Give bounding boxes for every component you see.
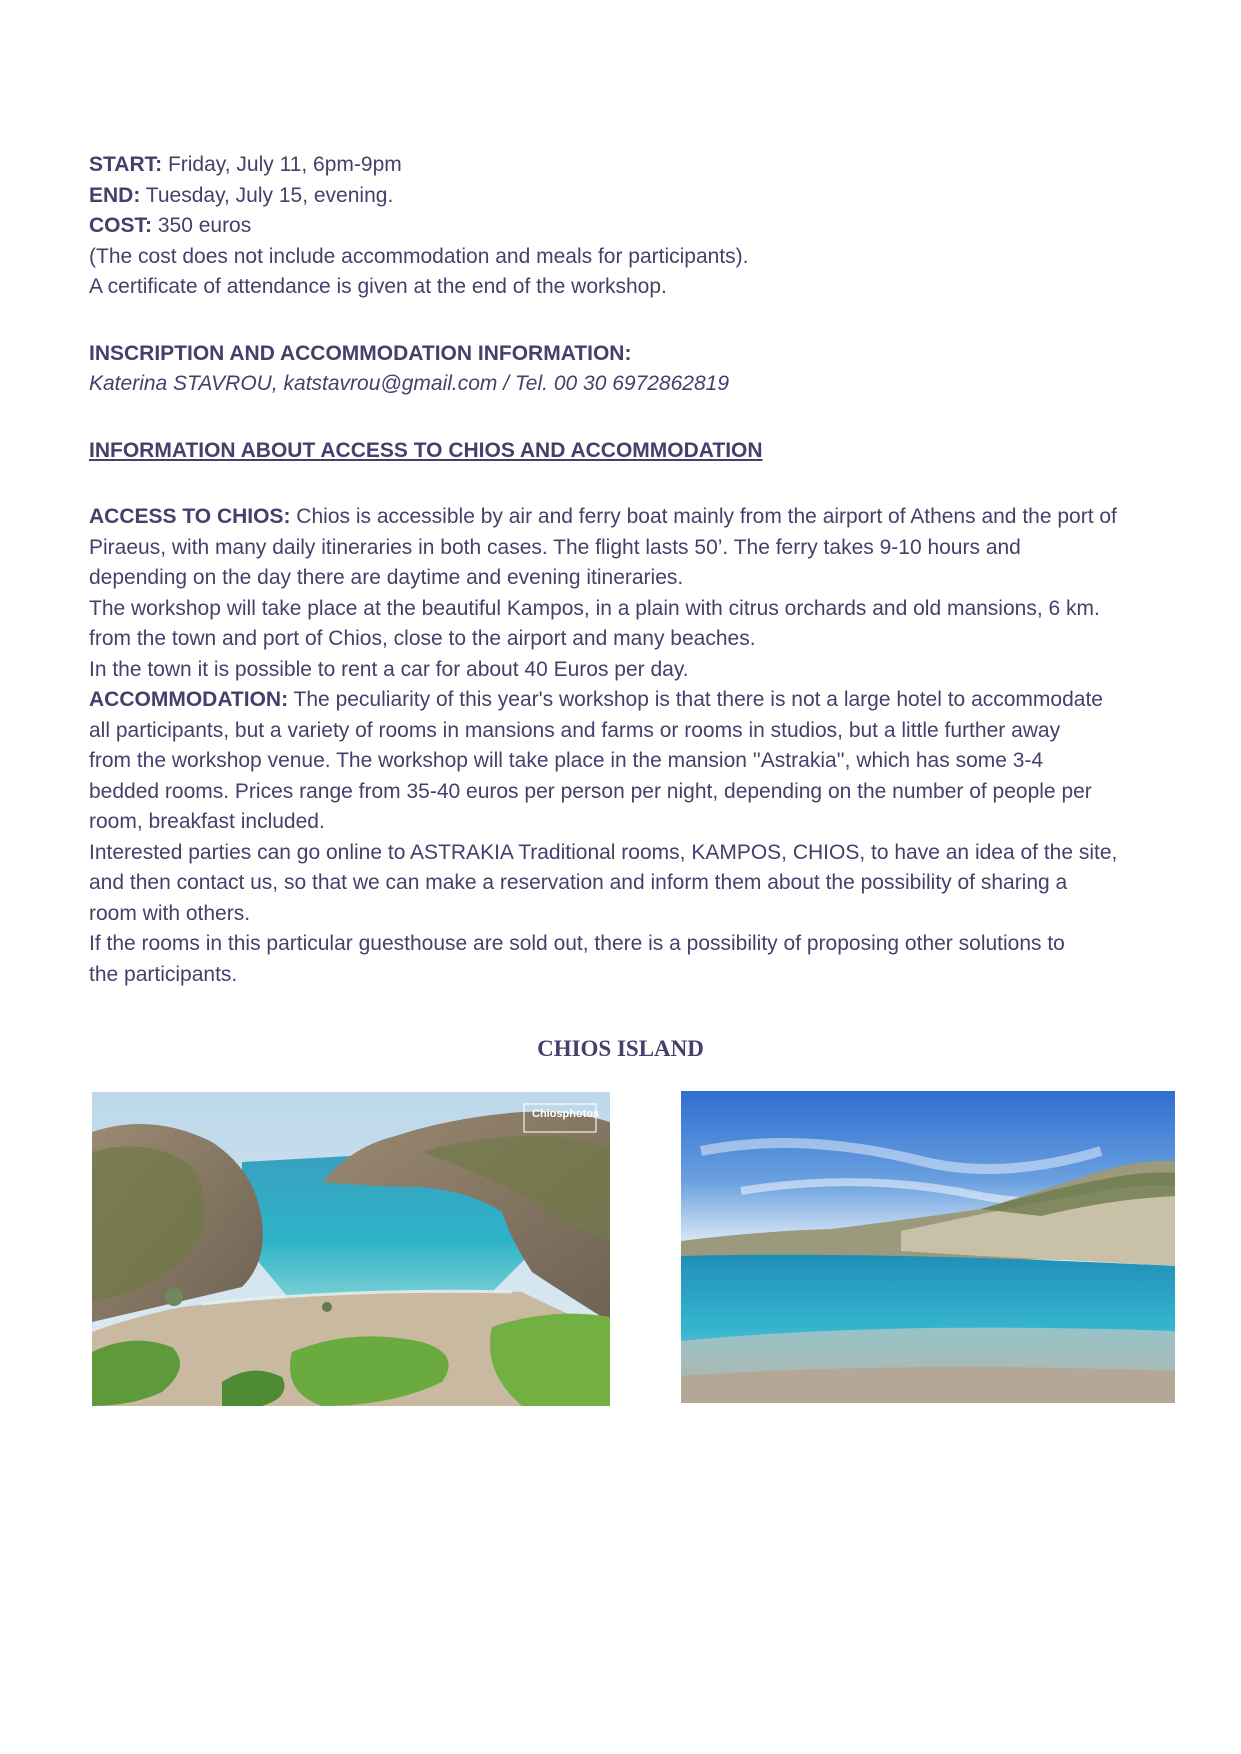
accommodation-line-6: and then contact us, so that we can make a reservation and inform them about the possibility of sharing a xyxy=(89,871,1068,894)
beach-illustration xyxy=(681,1091,1175,1403)
end-label: END: xyxy=(89,183,141,207)
start-label: START: xyxy=(89,153,163,176)
watermark-label: Chiosphotos xyxy=(532,1108,600,1120)
accommodation-line-3: bedded rooms. Prices range from 35-40 euros per person per night, depending on the number of people per xyxy=(89,779,1092,803)
start-line xyxy=(89,150,1199,181)
accommodation-label: ACCOMMODATION: xyxy=(89,688,289,711)
end-line xyxy=(89,181,1199,212)
venue-line-1: from the town and port of Chios, close to the airport and many beaches. xyxy=(89,627,756,650)
accommodation-line-8: If the rooms in this particular guesthouse are sold out, there is a possibility of proposing other solutions to xyxy=(89,932,1065,955)
cost-line xyxy=(89,211,1199,242)
spacer xyxy=(89,303,1199,339)
access-text-0: Chios is accessible by air and ferry boat mainly from the airport of Athens and the port of xyxy=(290,505,1117,528)
accommodation-line-2: from the workshop venue. The workshop will take place in the mansion ''Astrakia'', which has some 3-4 xyxy=(89,749,1044,772)
accommodation-line-9: the participants. xyxy=(89,962,238,986)
chios-cove-photo xyxy=(92,1092,610,1406)
gallery-title: CHIOS ISLAND xyxy=(537,1036,704,1061)
accommodation-line-0 xyxy=(89,685,1199,716)
cost-label: COST: xyxy=(89,214,152,237)
venue-line-0: The workshop will take place at the beautiful Kampos, in a plain with citrus orchards and old mansions, 6 km. xyxy=(89,596,1100,620)
accommodation-line-1: all participants, but a variety of rooms in mansions and farms or rooms in studios, but a little further away xyxy=(89,718,1061,742)
venue-line-2: In the town it is possible to rent a car for about 40 Euros per day. xyxy=(89,657,689,681)
start-value: Friday, July 11, 6pm-9pm xyxy=(162,153,402,176)
cost-note: (The cost does not include accommodation and meals for participants). xyxy=(89,244,749,268)
cove-illustration xyxy=(92,1092,610,1406)
accommodation-text-0: The peculiarity of this year's workshop is that there is not a large hotel to accommodate xyxy=(288,688,1103,711)
access-line-0 xyxy=(89,502,1199,533)
end-value: Tuesday, July 15, evening. xyxy=(140,183,394,207)
spacer xyxy=(89,400,1199,436)
document-body xyxy=(89,150,1199,990)
accommodation-line-5: Interested parties can go online to ASTRAKIA Traditional rooms, KAMPOS, CHIOS, to have an idea of the site, xyxy=(89,840,1118,864)
contact-info: Katerina STAVROU, katstavrou@gmail.com / Tel. 00 30 6972862819 xyxy=(89,372,729,395)
access-line-1: Piraeus, with many daily itineraries in both cases. The flight lasts 50’. The ferry takes 9-10 hours and xyxy=(89,535,1021,559)
certificate-note: A certificate of attendance is given at the end of the workshop. xyxy=(89,275,667,298)
accommodation-line-4: room, breakfast included. xyxy=(89,810,325,833)
inscription-heading: INSCRIPTION AND ACCOMMODATION INFORMATION: xyxy=(89,341,632,365)
access-label: ACCESS TO CHIOS: xyxy=(89,505,291,528)
spacer xyxy=(89,466,1199,502)
access-line-2: depending on the day there are daytime and evening itineraries. xyxy=(89,566,684,589)
accommodation-line-7: room with others. xyxy=(89,901,251,925)
chios-beach-photo xyxy=(681,1091,1175,1403)
cost-value: 350 euros xyxy=(152,214,252,237)
access-section-heading: INFORMATION ABOUT ACCESS TO CHIOS AND ACCOMMODATION xyxy=(89,438,763,462)
